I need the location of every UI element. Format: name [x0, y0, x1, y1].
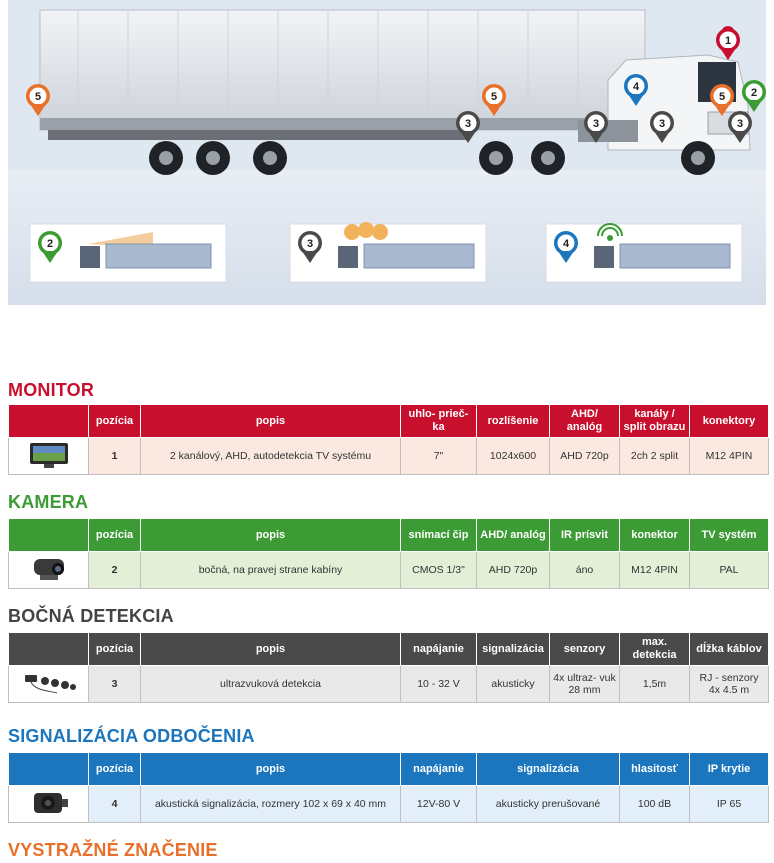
- header-image: [9, 405, 89, 438]
- header-image: [9, 753, 89, 786]
- table-header-row: [9, 405, 769, 438]
- header-description: popis: [141, 633, 401, 666]
- legend-card-signal: [546, 224, 742, 282]
- header-image: [9, 633, 89, 666]
- table-row: [9, 438, 769, 475]
- header-position: pozícia: [89, 753, 141, 786]
- monitor-table: [8, 404, 769, 475]
- camera-icon: [26, 555, 72, 583]
- max-detection-cell: 1,5m: [620, 666, 690, 703]
- legend-card-camera: [30, 224, 226, 282]
- header-sensors: senzory: [550, 633, 620, 666]
- header-signaling: signalizácia: [477, 753, 620, 786]
- legend-num: 3: [306, 238, 314, 250]
- tv-system-cell: PAL: [690, 552, 769, 589]
- monitor-icon: [26, 441, 72, 469]
- section-title-monitor: MONITOR: [8, 380, 95, 400]
- section-title-znacenie: VYSTRAŽNÉ ZNAČENIE: [8, 840, 218, 860]
- pin-label: 3: [464, 118, 472, 130]
- speaker-icon: [26, 789, 72, 817]
- pin-marker-1: [716, 26, 740, 60]
- position-number: 2: [89, 552, 141, 589]
- position-number: 1: [89, 438, 141, 475]
- product-image-cell: [9, 438, 89, 475]
- section-title-kamera: KAMERA: [8, 492, 89, 512]
- header-power: napájanie: [401, 633, 477, 666]
- pin-label: 1: [724, 35, 732, 47]
- pin-label: 2: [750, 87, 758, 99]
- header-connector: konektor: [620, 519, 690, 552]
- pin-label: 3: [592, 118, 600, 130]
- table-row: [9, 786, 769, 823]
- table-header-row: [9, 519, 769, 552]
- legend-num: 2: [46, 238, 54, 250]
- pin-label: 5: [34, 91, 42, 103]
- sensors-cell: 4x ultraz- vuk 28 mm: [550, 666, 620, 703]
- channels-cell: 2ch 2 split: [620, 438, 690, 475]
- legend-num: 4: [562, 238, 570, 250]
- header-ahd: AHD/ analóg: [550, 405, 620, 438]
- connector-cell: M12 4PIN: [620, 552, 690, 589]
- product-image-cell: [9, 552, 89, 589]
- header-position: pozícia: [89, 405, 141, 438]
- sensor-chip-cell: CMOS 1/3": [401, 552, 477, 589]
- diagonal-cell: 7": [401, 438, 477, 475]
- table-header-row: [9, 633, 769, 666]
- cable-length-cell: RJ - senzory 4x 4.5 m: [690, 666, 769, 703]
- power-cell: 12V-80 V: [401, 786, 477, 823]
- description-cell: akustická signalizácia, rozmery 102 x 69 x 40 mm: [141, 786, 401, 823]
- header-diagonal: uhlo- prieč- ka: [401, 405, 477, 438]
- truck-diagram: [8, 0, 766, 305]
- header-description: popis: [141, 405, 401, 438]
- header-cable-length: dĺžka káblov: [690, 633, 769, 666]
- header-description: popis: [141, 753, 401, 786]
- product-image-cell: [9, 786, 89, 823]
- pin-label: 5: [490, 91, 498, 103]
- ahd-cell: AHD 720p: [477, 552, 550, 589]
- detection-table: [8, 632, 769, 703]
- header-ahd: AHD/ analóg: [477, 519, 550, 552]
- header-tv-system: TV systém: [690, 519, 769, 552]
- header-connectors: konektory: [690, 405, 769, 438]
- position-number: 4: [89, 786, 141, 823]
- description-cell: 2 kanálový, AHD, autodetekcia TV systému: [141, 438, 401, 475]
- resolution-cell: 1024x600: [477, 438, 550, 475]
- header-volume: hlasitosť: [620, 753, 690, 786]
- signaling-cell: akusticky: [477, 666, 550, 703]
- turn-signal-table: [8, 752, 769, 823]
- camera-table: [8, 518, 769, 589]
- header-resolution: rozlíšenie: [477, 405, 550, 438]
- ir-cell: áno: [550, 552, 620, 589]
- header-power: napájanie: [401, 753, 477, 786]
- header-ip-rating: IP krytie: [690, 753, 769, 786]
- power-cell: 10 - 32 V: [401, 666, 477, 703]
- product-image-cell: [9, 666, 89, 703]
- sensor-kit-icon: [21, 669, 77, 697]
- header-description: popis: [141, 519, 401, 552]
- table-header-row: [9, 753, 769, 786]
- pin-label: 4: [632, 81, 640, 93]
- signaling-cell: akusticky prerušované: [477, 786, 620, 823]
- header-sensor-chip: snímací čip: [401, 519, 477, 552]
- trailer: [40, 10, 645, 140]
- connectors-cell: M12 4PIN: [690, 438, 769, 475]
- truck-illustration: [8, 0, 766, 305]
- table-row: [9, 666, 769, 703]
- header-channels: kanály / split obrazu: [620, 405, 690, 438]
- position-number: 3: [89, 666, 141, 703]
- legend-card-sensor: [290, 222, 486, 282]
- header-ir: IR prísvit: [550, 519, 620, 552]
- header-position: pozícia: [89, 633, 141, 666]
- header-max-detection: max. detekcia: [620, 633, 690, 666]
- ip-rating-cell: IP 65: [690, 786, 769, 823]
- header-position: pozícia: [89, 519, 141, 552]
- description-cell: ultrazvuková detekcia: [141, 666, 401, 703]
- section-title-signalizacia: SIGNALIZÁCIA ODBOČENIA: [8, 726, 255, 746]
- ahd-cell: AHD 720p: [550, 438, 620, 475]
- header-signaling: signalizácia: [477, 633, 550, 666]
- pin-label: 3: [736, 118, 744, 130]
- description-cell: bočná, na pravej strane kabíny: [141, 552, 401, 589]
- section-title-detekcia: BOČNÁ DETEKCIA: [8, 606, 174, 626]
- table-row: [9, 552, 769, 589]
- header-image: [9, 519, 89, 552]
- pin-label: 3: [658, 118, 666, 130]
- pin-label: 5: [718, 91, 726, 103]
- volume-cell: 100 dB: [620, 786, 690, 823]
